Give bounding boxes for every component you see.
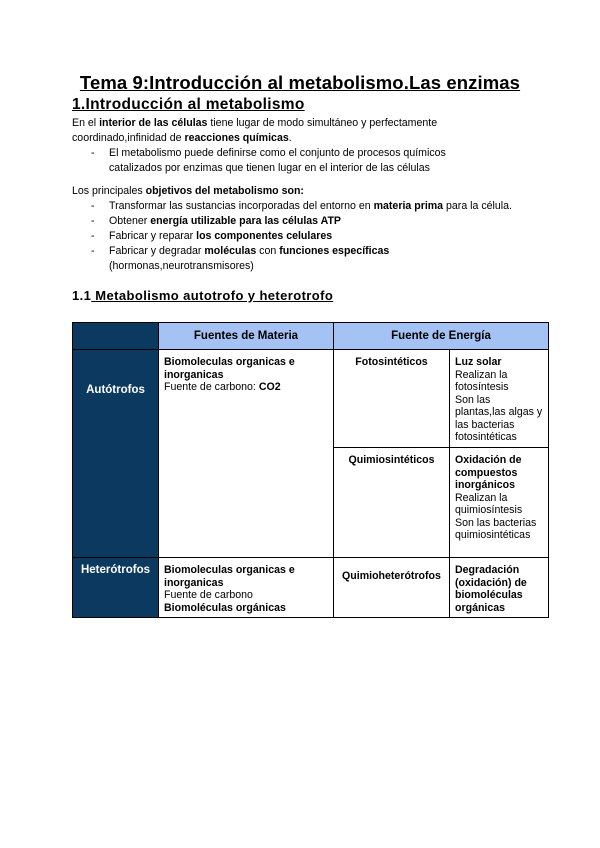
cell-degradacion — [450, 558, 549, 618]
row-label-heterotrofos: Heterótrofos — [73, 558, 159, 618]
cell-quimioheterotrofos: Quimioheterótrofos — [334, 558, 450, 618]
cell-bold: Luz solar — [455, 356, 502, 368]
section-heading-1-1 — [72, 288, 333, 303]
objectives-lead-bold: objetivos del metabolismo son: — [145, 185, 304, 197]
header-fuente-energia: Fuente de Energía — [334, 323, 549, 350]
intro-bold-2: reacciones químicas — [184, 132, 289, 144]
intro-text-1: En el — [72, 117, 100, 129]
cell-bold: Degradación (oxidación) de biomoléculas orgánicas — [455, 564, 527, 614]
objective-bold: los componentes celulares — [196, 230, 333, 242]
table-header-row — [73, 323, 549, 350]
objectives-lead-text: Los principales — [72, 185, 146, 197]
intro-bullet-list — [72, 146, 492, 176]
list-item — [72, 244, 512, 274]
objective-bold: energía utilizable para las células ATP — [150, 215, 341, 227]
objective-text: para la célula. — [443, 200, 512, 212]
cell-bold: CO2 — [258, 381, 281, 393]
intro-paragraph — [72, 116, 532, 176]
objective-text: (hormonas,neurotransmisores) — [109, 260, 254, 272]
cell-bold: Biomoleculas organicas e inorganicas — [164, 564, 295, 589]
cell-heterotrofos-materia — [159, 558, 334, 618]
table-row — [73, 558, 549, 618]
objective-text: Fabricar y reparar — [109, 230, 197, 242]
list-item — [72, 229, 512, 244]
cell-quimiosinteticos: Quimiosintéticos — [334, 448, 450, 558]
cell-autotrofos-materia — [159, 350, 334, 558]
objective-bold: funciones específicas — [279, 245, 390, 257]
row-label-autotrofos: Autótrofos — [73, 350, 159, 558]
page-title: Tema 9:Introducción al metabolismo.Las enzimas — [79, 72, 521, 93]
objective-text: con — [256, 245, 280, 257]
objectives-paragraph — [72, 184, 532, 274]
table-row — [73, 350, 549, 448]
objective-text: Transformar las sustancias incorporadas del entorno en — [109, 200, 374, 212]
cell-text: Realizan la quimiosíntesis — [455, 491, 523, 516]
section-heading-1-1-text: Metabolismo autotrofo y heterotrofo — [91, 288, 334, 303]
intro-text-3: . — [288, 132, 292, 144]
cell-bold: Oxidación de compuestos inorgánicos — [455, 454, 522, 491]
cell-oxidacion — [450, 448, 549, 558]
section-heading-1 — [72, 96, 305, 114]
list-item — [72, 214, 512, 229]
cell-text: Fuente de carbono — [164, 589, 253, 601]
intro-bold-1: interior de las células — [99, 117, 208, 129]
objective-bold: moléculas — [204, 245, 257, 257]
objective-text: Fabricar y degradar — [109, 245, 205, 257]
cell-bold: Biomoléculas orgánicas — [164, 601, 286, 614]
cell-bold: Biomoleculas organicas e inorganicas — [164, 356, 295, 381]
objectives-list — [72, 199, 512, 274]
table-corner-cell — [73, 323, 159, 350]
list-item: - El metabolismo puede definirse como el conjunto de procesos químicos catalizados por enzimas que tienen lugar en el interior de las células — [72, 146, 492, 176]
cell-luz-solar — [450, 350, 549, 448]
objective-text: Obtener — [109, 215, 151, 227]
list-item — [72, 199, 512, 214]
metabolism-table — [72, 322, 549, 618]
cell-fotosinteticos: Fotosintéticos — [334, 350, 450, 448]
cell-text: Son las plantas,las algas y las bacterias fotosintéticas — [455, 393, 543, 443]
cell-text: Realizan la fotosíntesis — [455, 368, 509, 393]
objective-bold: materia prima — [373, 200, 444, 212]
section-number: 1.1 — [72, 288, 92, 303]
cell-text: Fuente de carbono: — [164, 381, 259, 393]
section-heading-1-text: 1.Introducción al metabolismo — [72, 96, 305, 113]
cell-text: Son las bacterias quimiosintéticas — [455, 516, 537, 541]
header-fuentes-materia: Fuentes de Materia — [159, 323, 334, 350]
intro-text-2: tiene lugar de modo simultáneo y perfectamente coordinado,infinidad de — [72, 117, 438, 144]
